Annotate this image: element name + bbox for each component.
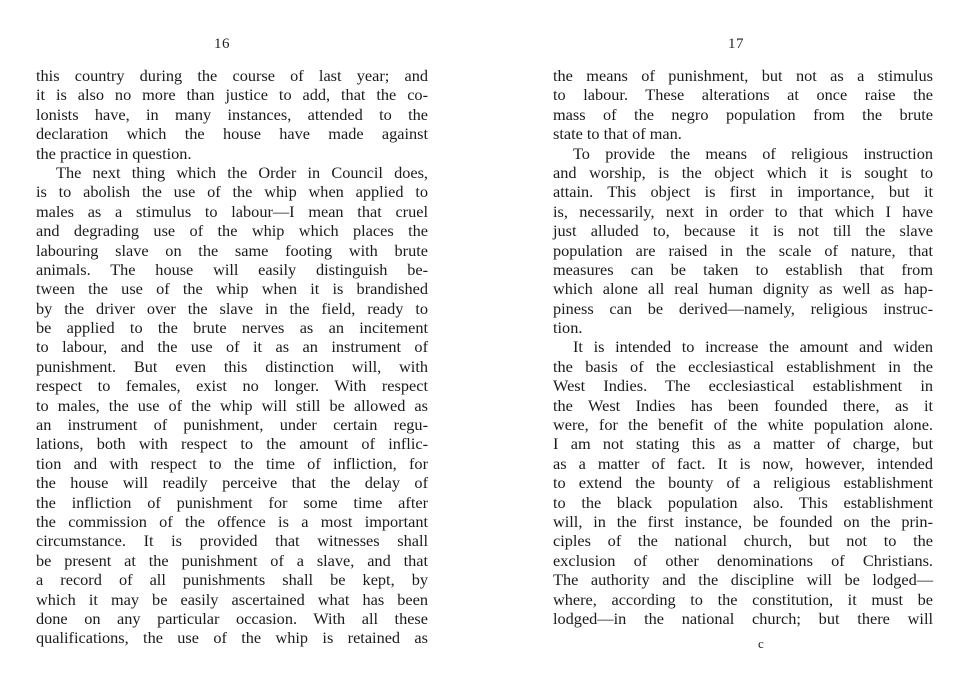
text-line: tion and with respect to the time of infliction, for [36, 453, 428, 473]
text-line: to labour. These alterations at once raise the [553, 85, 933, 105]
text-line: to labour, and the use of it as an instrument of [36, 337, 428, 357]
text-line: To provide the means of religious instruction [573, 143, 933, 163]
page-text [553, 66, 933, 628]
text-line: which alone all real human dignity as well as hap- [553, 279, 933, 299]
page-number: 16 [214, 36, 230, 52]
text-line: mass of the negro population from the brute [553, 104, 933, 124]
text-line: just alluded to, because it is not till the slave [553, 221, 933, 241]
text-line: a record of all punishments shall be kept, by [36, 570, 428, 590]
text-line: to extend the bounty of a religious establishment [553, 473, 933, 493]
text-line: the infliction of punishment for some time after [36, 492, 428, 512]
text-line: measures can be taken to establish that from [553, 259, 933, 279]
text-line: the basis of the ecclesiastical establishment in the [553, 356, 933, 376]
text-line: I am not stating this as a matter of charge, but [553, 434, 933, 454]
text-line: ciples of the national church, but not to the [553, 531, 933, 551]
text-line: The authority and the discipline will be lodged— [553, 570, 933, 590]
text-line: the West Indies has been founded there, as it [553, 395, 933, 415]
text-line: respect to females, exist no longer. With respect [36, 376, 428, 396]
text-line: males as a stimulus to labour—I mean that cruel [36, 201, 428, 221]
text-line: as a matter of fact. It is now, however, intended [553, 453, 933, 473]
text-line: the means of punishment, but not as a stimulus [553, 66, 933, 85]
page-number: 17 [728, 36, 744, 52]
text-line: which it may be easily ascertained what has been [36, 589, 428, 609]
text-line: this country during the course of last year; and [36, 66, 428, 85]
text-line: qualifications, the use of the whip is retained as [36, 628, 428, 648]
text-line: is to abolish the use of the whip when applied to [36, 182, 428, 202]
text-line: West Indies. The ecclesiastical establishment in [553, 376, 933, 396]
text-line: done on any particular occasion. With all these [36, 608, 428, 628]
signature-mark: c [758, 636, 764, 651]
text-line: the practice in question. [36, 143, 192, 163]
text-line: and degrading use of the whip which places the [36, 221, 428, 241]
text-line: an instrument of punishment, under certain regu- [36, 415, 428, 435]
text-line: the commission of the offence is a most important [36, 511, 428, 531]
text-line: piness can be derived—namely, religious instruc- [553, 298, 933, 318]
text-line: punishment. But even this distinction will, with [36, 356, 428, 376]
text-line: will, in the first instance, be founded on the prin- [553, 511, 933, 531]
page-text [36, 66, 428, 648]
text-line: tion. [553, 318, 583, 338]
text-line: tween the use of the whip when it is brandished [36, 279, 428, 299]
text-line: lonists have, in many instances, attended to the [36, 104, 428, 124]
text-line: The next thing which the Order in Council does, [56, 162, 428, 182]
text-line: be present at the punishment of a slave, and that [36, 550, 428, 570]
text-line: be applied to the brute nerves as an incitement [36, 318, 428, 338]
text-line: labouring slave on the same footing with brute [36, 240, 428, 260]
text-line: were, for the benefit of the white population alone. [553, 415, 933, 435]
text-line: circumstance. It is provided that witnesses shall [36, 531, 428, 551]
text-line: animals. The house will easily distinguish be- [36, 259, 428, 279]
text-line: lations, both with respect to the amount of inflic- [36, 434, 428, 454]
text-line: is, necessarily, next in order to that which I have [553, 201, 933, 221]
text-line: the house will readily perceive that the delay of [36, 473, 428, 493]
text-line: exclusion of other denominations of Christians. [553, 550, 933, 570]
text-line: state to that of man. [553, 124, 682, 144]
text-line: lodged—in the national church; but there will [553, 608, 933, 628]
right-page [490, 0, 980, 692]
text-line: to males, the use of the whip will still be allowed as [36, 395, 428, 415]
text-line: to the black population also. This establishment [553, 492, 933, 512]
text-line: it is also no more than justice to add, that the co- [36, 85, 428, 105]
text-line: and worship, is the object which it is sought to [553, 162, 933, 182]
text-line: declaration which the house have made against [36, 124, 428, 144]
text-line: where, according to the constitution, it must be [553, 589, 933, 609]
text-line: population are raised in the scale of nature, that [553, 240, 933, 260]
text-line: attain. This object is first in importance, but it [553, 182, 933, 202]
text-line: by the driver over the slave in the field, ready to [36, 298, 428, 318]
text-line: It is intended to increase the amount and widen [573, 337, 933, 357]
